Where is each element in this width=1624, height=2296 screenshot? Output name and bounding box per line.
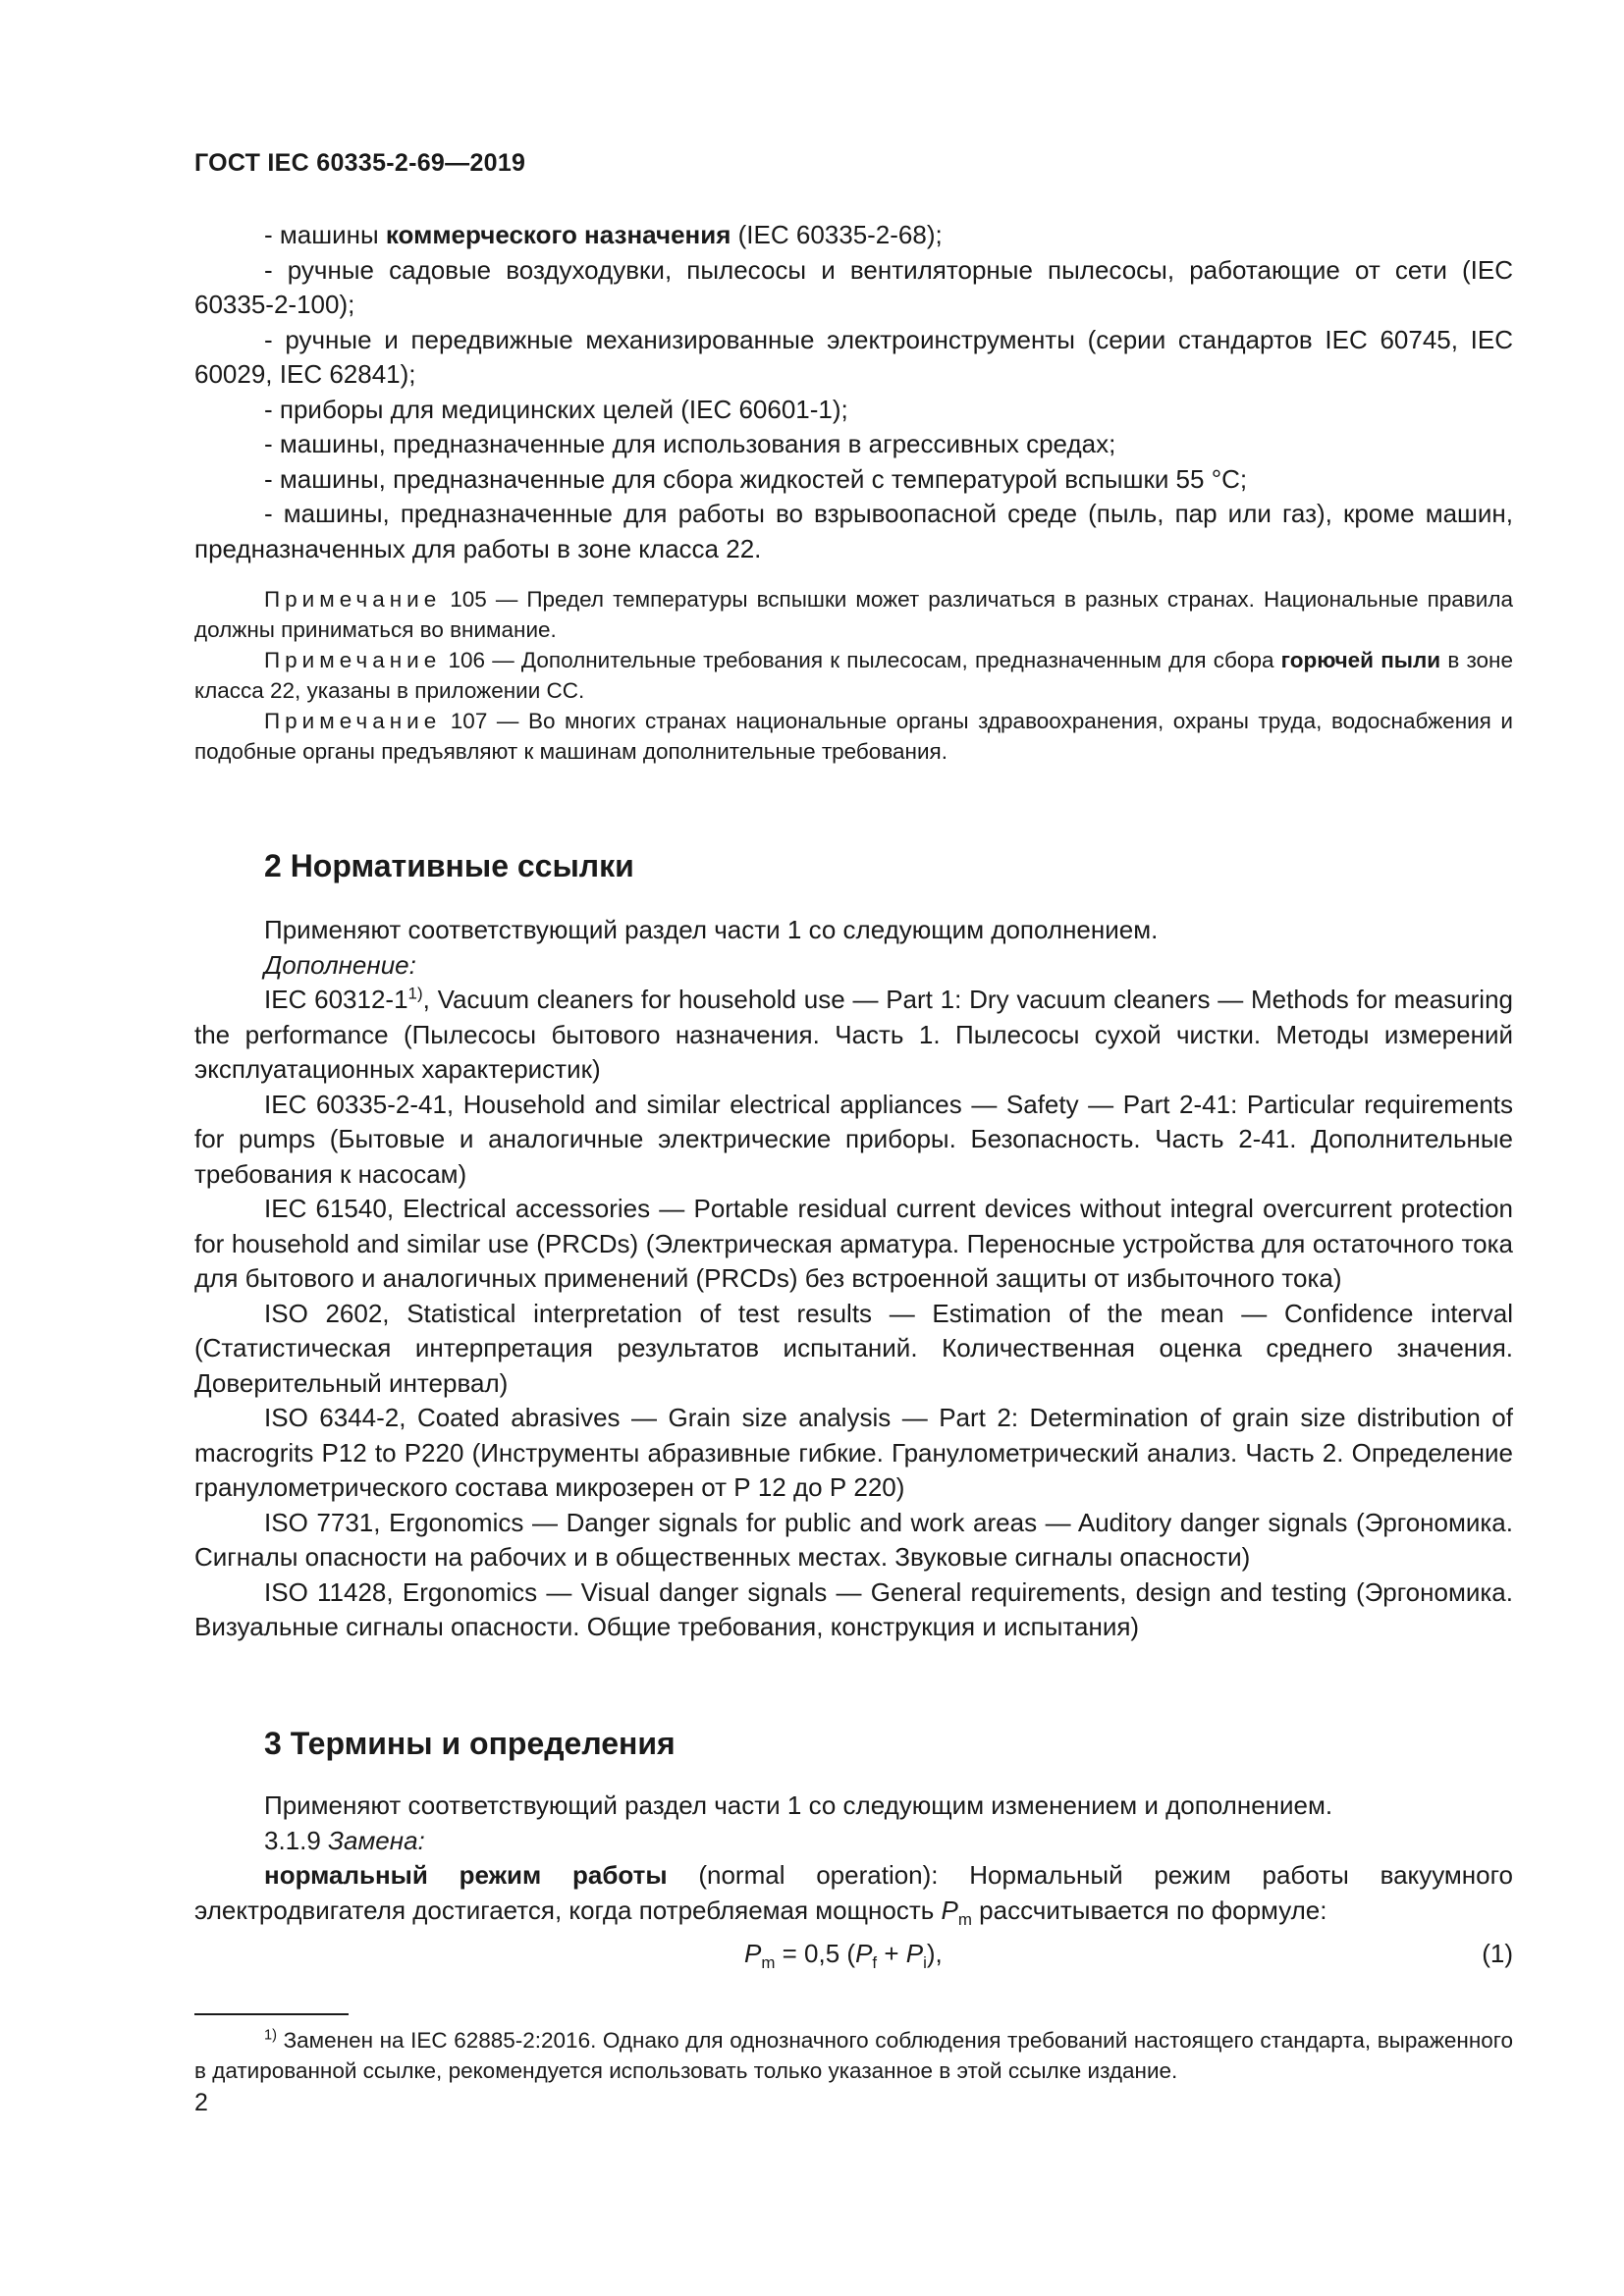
note-105: Примечание 105 — Предел температуры вспышки может различаться в разных странах. Национальные правила должны приниматься во внимание.	[194, 587, 1513, 642]
formula-expression: $P_m = 0,5$ $(P_f + P_i)$,	[744, 1939, 943, 1973]
reference-item: ISO 6344-2, Coated abrasives — Grain size analysis — Part 2: Determination of grain size distribution of macrogrits P12 to P220 (Инструменты абразивные гибкие. Гранулометрический анализ. Часть 2. Определение гранулометрического состава микрозерен от Р 12 до Р 220)	[194, 1403, 1513, 1502]
list-item: - машины, предназначенные для работы во взрывоопасной среде (пыль, пар или газ), кроме машин, предназначенных для работы в зоне класса 22.	[194, 499, 1513, 563]
section-terms-definitions	[194, 1724, 1513, 1973]
reference-item: ISO 2602, Statistical interpretation of test results — Estimation of the mean — Confidence interval (Статистическая интерпретация результатов испытаний. Количественная оценка среднего значения. Доверительный интервал)	[194, 1298, 1513, 1398]
section-normative-references	[194, 846, 1513, 1645]
formula-1	[194, 1934, 1513, 1973]
list-item: - ручные садовые воздуходувки, пылесосы и вентиляторные пылесосы, работающие от сети (IEC 60335-2-100);	[194, 254, 1513, 319]
list-item: - приборы для медицинских целей (IEC 60601-1);	[264, 394, 848, 424]
list-item: - машины, предназначенные для использования в агрессивных средах;	[264, 429, 1116, 458]
reference-item: IEC 60335-2-41, Household and similar electrical appliances — Safety — Part 2-41: Particular requirements for pumps (Бытовые и аналогичные электрические приборы. Безопасность. Часть 2-41. Дополнительные требования к насосам)	[194, 1089, 1513, 1189]
standard-header: ГОСТ IEC 60335-2-69—2019	[194, 149, 526, 177]
addition-label: Дополнение:	[264, 949, 416, 980]
footnote-divider	[194, 2013, 349, 2015]
section-heading: 2 Нормативные ссылки	[264, 848, 634, 883]
section-intro: Применяют соответствующий раздел части 1 со следующим дополнением.	[264, 915, 1159, 944]
reference-item: IEC 61540, Electrical accessories — Portable residual current devices without integral overcurrent protection for household and similar use (PRCDs) (Электрическая арматура. Переносные устройства для остаточного тока для бытового и аналогичных применений (PRCDs) без встроенной защиты от избыточного тока)	[194, 1194, 1513, 1293]
list-item: - машины коммерческого назначения (IEC 60335-2-68);	[264, 220, 943, 249]
page-number: 2	[194, 2089, 208, 2116]
scope-list	[194, 218, 1513, 767]
note-106: Примечание 106 — Дополнительные требования к пылесосам, предназначенным для сбора горючей пыли в зоне класса 22, указаны в приложении СС.	[194, 648, 1513, 703]
reference-item: ISO 7731, Ergonomics — Danger signals for public and work areas — Auditory danger signals (Эргономика. Сигналы опасности на рабочих и в общественных местах. Звуковые сигналы опасности)	[194, 1507, 1513, 1572]
clause-label: 3.1.9 Замена:	[264, 1825, 425, 1855]
footnote: $^{1)}$ Заменен на IEC 62885-2:2016. Однако для однозначного соблюдения требований настоящего стандарта, выраженного в датированной ссылке, рекомендуется использовать только указанное в этой ссылке издание.	[194, 2027, 1513, 2083]
reference-item: ISO 11428, Ergonomics — Visual danger signals — General requirements, design and testing (Эргономика. Визуальные сигналы опасности. Общие требования, конструкция и испытания)	[194, 1576, 1513, 1641]
reference-item: IEC 60312-1$^{1)}$, Vacuum cleaners for household use — Part 1: Dry vacuum cleaners — Methods for measuring the performance (Пылесосы бытового назначения. Часть 1. Пылесосы сухой чистки. Методы измерений эксплуатационных характеристик)	[194, 984, 1513, 1084]
note-107: Примечание 107 — Во многих странах национальные органы здравоохранения, охраны труда, водоснабжения и подобные органы предъявляют к машинам дополнительные требования.	[194, 709, 1513, 764]
section-intro: Применяют соответствующий раздел части 1 со следующим изменением и дополнением.	[264, 1790, 1333, 1820]
term-definition: нормальный режим работы (normal operation): Нормальный режим работы вакуумного электродвигателя достигается, когда потребляемая мощность $P_m$ рассчитывается по формуле:	[194, 1860, 1513, 1929]
list-item: - машины, предназначенные для сбора жидкостей с температурой вспышки 55 °С;	[264, 463, 1248, 494]
footnote-mark: 1)	[264, 2027, 277, 2044]
list-item: - ручные и передвижные механизированные электроинструменты (серии стандартов IEC 60745, IEC 60029, IEC 62841);	[194, 324, 1513, 389]
footnote-ref: 1)	[407, 984, 423, 1003]
section-heading: 3 Термины и определения	[264, 1726, 676, 1761]
formula-number: (1)	[1482, 1939, 1513, 1968]
